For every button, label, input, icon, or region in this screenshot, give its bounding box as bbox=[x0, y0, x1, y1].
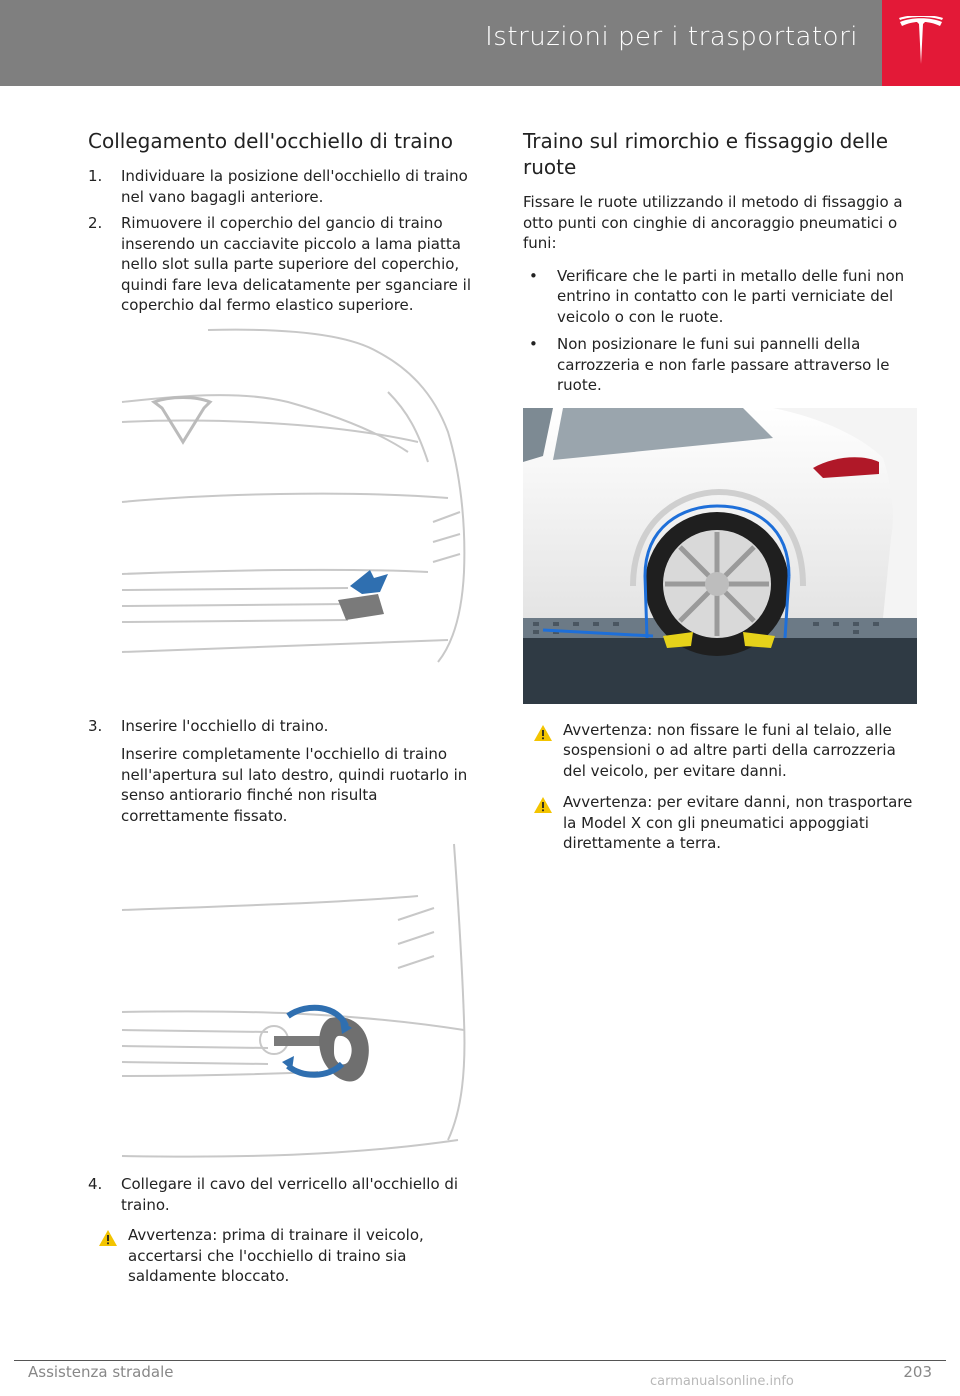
warning-triangle-icon bbox=[98, 1229, 118, 1247]
page-header bbox=[0, 0, 960, 86]
illustration-cover-removal bbox=[88, 322, 480, 706]
warning-tow-eye-locked bbox=[88, 1225, 480, 1287]
bullet-marker: • bbox=[529, 266, 538, 285]
warning-text: Avvertenza: non fissare le funi al telaio, alle sospensioni o ad altre parti della carrozzeria del veicolo, per evitare danni. bbox=[563, 720, 896, 780]
step-1 bbox=[88, 166, 480, 207]
left-column bbox=[88, 128, 480, 1298]
step-text: Rimuovere il coperchio del gancio di traino inserendo un cacciavite piccolo a lama piatta nello slot sulla parte superiore del coperchio, quindi fare leva delicatamente per sganciare il coperchio dal fermo elastico superiore. bbox=[121, 214, 472, 314]
bullet-list bbox=[523, 266, 917, 396]
header-title: Istruzioni per i trasportatori bbox=[485, 22, 858, 52]
footer-page-number: 203 bbox=[903, 1363, 932, 1381]
tesla-logo-icon bbox=[897, 16, 945, 68]
right-column bbox=[523, 128, 917, 865]
steps-list-final bbox=[88, 1174, 480, 1215]
intro-paragraph: Fissare le ruote utilizzando il metodo di fissaggio a otto punti con cinghie di ancoraggio pneumatici o funi: bbox=[523, 193, 903, 252]
bullet-marker: • bbox=[529, 335, 538, 353]
bullet-text: Verificare che le parti in metallo delle funi non entrino in contatto con le parti verniciate del veicolo o con le ruote. bbox=[557, 266, 905, 326]
warning-no-chassis bbox=[523, 720, 917, 782]
step-number: 1. bbox=[88, 167, 103, 185]
bullet-item bbox=[523, 334, 917, 396]
steps-list-continued bbox=[88, 716, 480, 737]
step-number: 4. bbox=[88, 1175, 103, 1193]
section-heading-tow-eye: Collegamento dell'occhiello di traino bbox=[88, 129, 453, 153]
warning-text: Avvertenza: prima di trainare il veicolo, accertarsi che l'occhiello di traino sia saldamente bloccato. bbox=[128, 1226, 424, 1285]
footer-divider bbox=[14, 1360, 946, 1361]
warning-no-ground-tires bbox=[523, 792, 917, 854]
warning-text: Avvertenza: per evitare danni, non trasportare la Model X con gli pneumatici appoggiati direttamente a terra. bbox=[563, 793, 913, 852]
step-text: Inserire l'occhiello di traino. bbox=[121, 716, 329, 735]
step-3-detail: Inserire completamente l'occhiello di traino nell'apertura sul lato destro, quindi ruotarlo in senso antiorario finché non risulta correttamente fissato. bbox=[121, 745, 468, 825]
steps-list bbox=[88, 166, 480, 316]
illustration-tow-eye-insert bbox=[88, 840, 480, 1166]
step-number: 3. bbox=[88, 716, 103, 735]
step-number: 2. bbox=[88, 214, 103, 232]
step-text: Individuare la posizione dell'occhiello di traino nel vano bagagli anteriore. bbox=[121, 167, 468, 206]
brand-logo bbox=[882, 0, 960, 86]
bullet-text: Non posizionare le funi sui pannelli della carrozzeria e non farle passare attraverso le ruote. bbox=[557, 335, 890, 394]
photo-wheel-tie-down bbox=[523, 408, 917, 704]
step-2 bbox=[88, 213, 480, 316]
warning-triangle-icon bbox=[533, 796, 553, 814]
warning-triangle-icon bbox=[533, 724, 553, 742]
section-heading-trailer: Traino sul rimorchio e fissaggio delle ruote bbox=[523, 129, 889, 179]
bullet-item bbox=[523, 266, 917, 328]
step-text: Collegare il cavo del verricello all'occhiello di traino. bbox=[121, 1175, 459, 1214]
step-3 bbox=[88, 716, 480, 737]
footer-section-name: Assistenza stradale bbox=[28, 1363, 174, 1381]
step-4 bbox=[88, 1174, 480, 1215]
watermark-text: carmanualsonline.info bbox=[650, 1374, 794, 1389]
